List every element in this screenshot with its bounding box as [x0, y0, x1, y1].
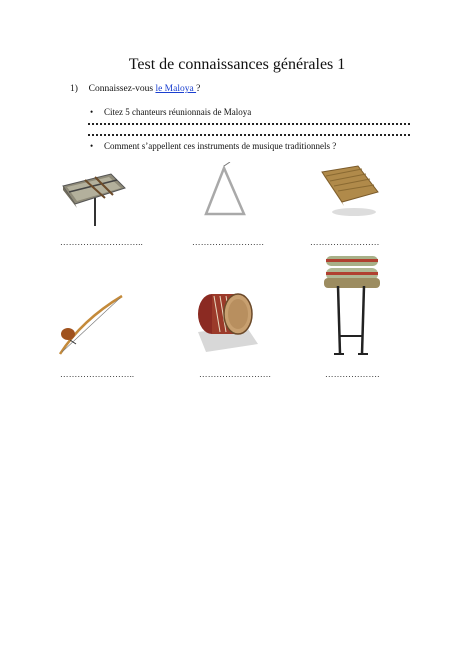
bullet-icon: • [90, 141, 94, 151]
answer-blank[interactable]: …………………….. [60, 369, 135, 379]
question-number: 1) [70, 84, 78, 94]
question-suffix: ? [196, 84, 201, 94]
kayamb-rattle-image [318, 162, 383, 220]
bullet-item [90, 141, 336, 151]
page-title: Test de connaissances générales 1 [128, 56, 346, 73]
marimba-stand-image [320, 250, 385, 360]
triangle-instrument-image [200, 162, 250, 222]
answer-blank[interactable]: …………………… [310, 237, 380, 247]
bullet-text: Citez 5 chanteurs réunionnais de Maloya [104, 107, 252, 117]
bullet-icon: • [90, 107, 94, 117]
bullet-text: Comment s’appellent ces instruments de musique traditionnels ? [104, 141, 337, 151]
answer-blank[interactable]: ……………………. [199, 369, 271, 379]
answer-blank[interactable]: ……………………….. [60, 237, 143, 247]
maloya-link[interactable]: le Maloya [155, 84, 197, 94]
question-1 [70, 84, 200, 94]
answer-blank[interactable]: ……………………. [192, 237, 264, 247]
bobre-bow-image [52, 290, 127, 360]
answer-blank[interactable]: ………………. [325, 369, 380, 379]
roule-drum-image [190, 288, 265, 358]
question-text: Connaissez-vous [88, 84, 156, 94]
dotted-answer-line [88, 123, 410, 127]
bullet-item [90, 107, 251, 117]
dotted-answer-line [88, 134, 410, 138]
kayamb-zither-image [55, 168, 130, 228]
